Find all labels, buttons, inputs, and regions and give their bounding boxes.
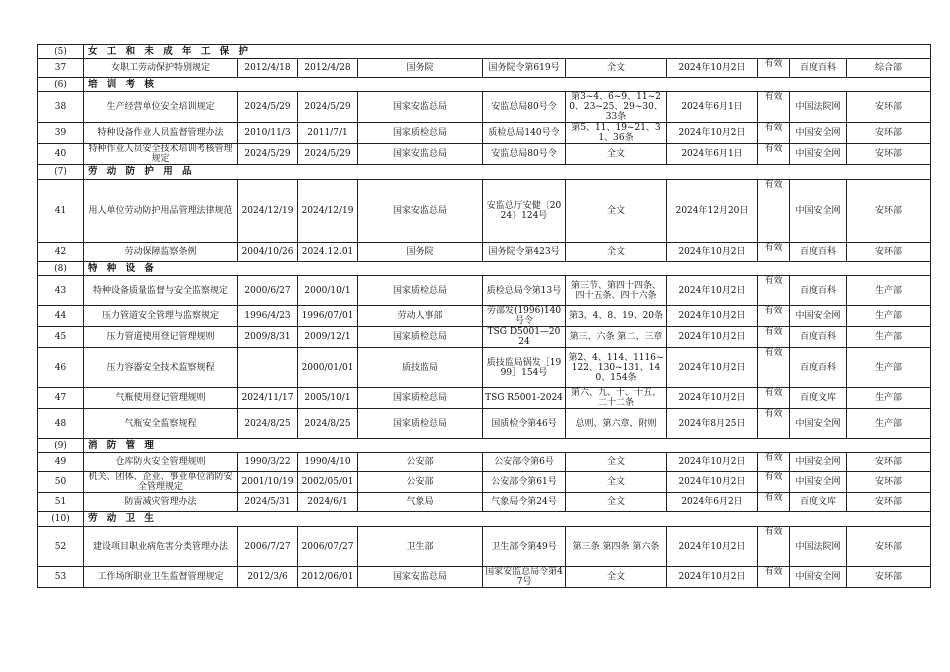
table-row (38, 180, 931, 243)
cell-name: 气瓶安全监察规程 (84, 409, 238, 439)
cell-doc: 国务院令第619号 (483, 59, 566, 78)
table-row (38, 276, 931, 306)
section-number: (10) (38, 512, 84, 527)
cell-doc: 质检总局令第13号 (483, 276, 566, 306)
cell-pub: 2009/8/31 (238, 327, 298, 348)
cell-no: 37 (38, 59, 84, 78)
section-header-row (38, 262, 931, 276)
cell-name: 特种设备质量监督与安全监察规定 (84, 276, 238, 306)
cell-source: 中国安全网 (790, 180, 847, 243)
cell-name: 女职工劳动保护特别规定 (84, 59, 238, 78)
cell-doc: 国质检令第46号 (483, 409, 566, 439)
cell-source: 中国法院网 (790, 92, 847, 123)
cell-no: 39 (38, 123, 84, 144)
cell-clause: 第三节、第四十四条、四十五条、四十六条 (566, 276, 667, 306)
cell-clause: 第六、九、十、十五、二十二条 (566, 388, 667, 409)
cell-eff: 2005/10/1 (298, 388, 358, 409)
cell-clause: 全文 (566, 472, 667, 493)
cell-pub (238, 348, 298, 388)
cell-check: 2024年10月2日 (667, 276, 758, 306)
cell-source: 百度文库 (790, 388, 847, 409)
cell-name: 防雷减灾管理办法 (84, 493, 238, 512)
table-row (38, 527, 931, 567)
cell-check: 2024年10月2日 (667, 388, 758, 409)
cell-owner: 生产部 (847, 327, 931, 348)
cell-check: 2024年6月1日 (667, 144, 758, 165)
cell-clause: 第2、4、114、1116~122、130~131、140、154条 (566, 348, 667, 388)
cell-clause: 全文 (566, 453, 667, 472)
cell-eff: 2012/06/01 (298, 567, 358, 588)
cell-status: 有效 (758, 348, 790, 388)
cell-dept: 卫生部 (358, 527, 483, 567)
cell-clause: 第3~4、6~9、11~20、23~25、29~30、33条 (566, 92, 667, 123)
table-body (38, 45, 931, 588)
cell-status: 有效 (758, 276, 790, 306)
cell-dept: 公安部 (358, 472, 483, 493)
section-number: (8) (38, 262, 84, 276)
cell-name: 仓库防火安全管理规则 (84, 453, 238, 472)
table-row (38, 453, 931, 472)
cell-pub: 2010/11/3 (238, 123, 298, 144)
cell-owner: 综合部 (847, 59, 931, 78)
cell-pub: 2000/6/27 (238, 276, 298, 306)
regulations-sheet (37, 44, 930, 588)
cell-source: 中国安全网 (790, 472, 847, 493)
cell-owner: 生产部 (847, 306, 931, 327)
cell-status: 有效 (758, 306, 790, 327)
cell-eff: 2024/8/25 (298, 409, 358, 439)
cell-clause: 全文 (566, 180, 667, 243)
cell-clause: 全文 (566, 59, 667, 78)
cell-name: 劳动保障监察条例 (84, 243, 238, 262)
regulations-table (37, 44, 931, 588)
table-row (38, 493, 931, 512)
table-row (38, 59, 931, 78)
cell-name: 气瓶使用登记管理规则 (84, 388, 238, 409)
cell-check: 2024年10月2日 (667, 123, 758, 144)
table-row (38, 388, 931, 409)
cell-doc: 安监总厅安健〔2024〕124号 (483, 180, 566, 243)
cell-pub: 2012/4/18 (238, 59, 298, 78)
cell-pub: 2006/7/27 (238, 527, 298, 567)
section-header-row (38, 45, 931, 59)
cell-dept: 气象局 (358, 493, 483, 512)
cell-doc: 公安部令第61号 (483, 472, 566, 493)
cell-check: 2024年10月2日 (667, 472, 758, 493)
cell-doc: 国家安监总局令第47号 (483, 567, 566, 588)
cell-eff: 2024/12/19 (298, 180, 358, 243)
cell-source: 中国安全网 (790, 306, 847, 327)
cell-doc: 质技监局锅发［1999］154号 (483, 348, 566, 388)
cell-no: 40 (38, 144, 84, 165)
cell-dept: 国家质检总局 (358, 388, 483, 409)
section-header-row (38, 165, 931, 180)
cell-pub: 2004/10/26 (238, 243, 298, 262)
cell-dept: 国家质检总局 (358, 276, 483, 306)
cell-name: 压力管道安全管理与监察规定 (84, 306, 238, 327)
cell-owner: 安环部 (847, 123, 931, 144)
cell-status: 有效 (758, 409, 790, 439)
section-header-row (38, 439, 931, 453)
cell-check: 2024年6月2日 (667, 493, 758, 512)
cell-source: 百度百科 (790, 327, 847, 348)
cell-check: 2024年6月1日 (667, 92, 758, 123)
cell-no: 45 (38, 327, 84, 348)
cell-dept: 国家质检总局 (358, 123, 483, 144)
cell-owner: 生产部 (847, 409, 931, 439)
cell-check: 2024年8月25日 (667, 409, 758, 439)
cell-owner: 安环部 (847, 243, 931, 262)
cell-source: 百度百科 (790, 243, 847, 262)
cell-name: 机关、团体、企业、事业单位消防安全管理规定 (84, 472, 238, 493)
cell-check: 2024年10月2日 (667, 348, 758, 388)
cell-doc: TSG D5001—2024 (483, 327, 566, 348)
cell-eff: 2009/12/1 (298, 327, 358, 348)
cell-owner: 安环部 (847, 527, 931, 567)
cell-name: 特种设备作业人员监督管理办法 (84, 123, 238, 144)
cell-eff: 2024/5/29 (298, 92, 358, 123)
cell-eff: 2000/10/1 (298, 276, 358, 306)
cell-eff: 2002/05/01 (298, 472, 358, 493)
cell-source: 百度百科 (790, 348, 847, 388)
table-row (38, 144, 931, 165)
cell-no: 43 (38, 276, 84, 306)
cell-check: 2024年10月2日 (667, 327, 758, 348)
cell-dept: 国务院 (358, 243, 483, 262)
cell-clause: 第三条 第四条 第六条 (566, 527, 667, 567)
cell-owner: 安环部 (847, 493, 931, 512)
cell-owner: 生产部 (847, 276, 931, 306)
cell-check: 2024年10月2日 (667, 243, 758, 262)
cell-dept: 国家安监总局 (358, 92, 483, 123)
section-title: 消 防 管 理 (84, 439, 931, 453)
cell-owner: 安环部 (847, 92, 931, 123)
table-row (38, 348, 931, 388)
cell-source: 百度百科 (790, 276, 847, 306)
cell-owner: 安环部 (847, 567, 931, 588)
cell-eff: 2012/4/28 (298, 59, 358, 78)
cell-name: 用人单位劳动防护用品管理法律规范 (84, 180, 238, 243)
table-row (38, 409, 931, 439)
cell-doc: 卫生部令第49号 (483, 527, 566, 567)
cell-no: 49 (38, 453, 84, 472)
table-row (38, 327, 931, 348)
cell-eff: 1996/07/01 (298, 306, 358, 327)
cell-status: 有效 (758, 180, 790, 243)
cell-doc: 安监总局80号令 (483, 92, 566, 123)
cell-check: 2024年10月2日 (667, 59, 758, 78)
cell-clause: 全文 (566, 567, 667, 588)
cell-clause: 第3、4、8、19、20条 (566, 306, 667, 327)
cell-dept: 质技监局 (358, 348, 483, 388)
cell-doc: TSG R5001-2024 (483, 388, 566, 409)
cell-dept: 公安部 (358, 453, 483, 472)
cell-status: 有效 (758, 388, 790, 409)
section-header-row (38, 78, 931, 92)
cell-eff: 2011/7/1 (298, 123, 358, 144)
cell-name: 工作场所职业卫生监督管理规定 (84, 567, 238, 588)
cell-dept: 国家质检总局 (358, 409, 483, 439)
cell-status: 有效 (758, 92, 790, 123)
cell-owner: 安环部 (847, 144, 931, 165)
cell-doc: 安监总局80号令 (483, 144, 566, 165)
section-title: 劳 动 防 护 用 品 (84, 165, 931, 180)
section-title: 培 训 考 核 (84, 78, 931, 92)
cell-no: 48 (38, 409, 84, 439)
table-row (38, 306, 931, 327)
section-number: (6) (38, 78, 84, 92)
cell-name: 压力容器安全技术监察规程 (84, 348, 238, 388)
cell-clause: 全文 (566, 243, 667, 262)
cell-owner: 生产部 (847, 348, 931, 388)
cell-doc: 气象局令第24号 (483, 493, 566, 512)
cell-dept: 国家安监总局 (358, 567, 483, 588)
cell-eff: 2024.12.01 (298, 243, 358, 262)
cell-check: 2024年10月2日 (667, 453, 758, 472)
cell-status: 有效 (758, 527, 790, 567)
table-row (38, 243, 931, 262)
section-header-row (38, 512, 931, 527)
cell-clause: 全文 (566, 493, 667, 512)
cell-no: 47 (38, 388, 84, 409)
cell-no: 53 (38, 567, 84, 588)
cell-dept: 国务院 (358, 59, 483, 78)
cell-check: 2024年10月2日 (667, 567, 758, 588)
cell-dept: 国家安监总局 (358, 180, 483, 243)
cell-source: 中国安全网 (790, 144, 847, 165)
cell-clause: 总则、第六章、附则 (566, 409, 667, 439)
cell-doc: 质检总局140号令 (483, 123, 566, 144)
cell-source: 中国安全网 (790, 567, 847, 588)
cell-name: 生产经营单位安全培训规定 (84, 92, 238, 123)
cell-doc: 公安部令第6号 (483, 453, 566, 472)
section-number: (9) (38, 439, 84, 453)
cell-no: 44 (38, 306, 84, 327)
cell-status: 有效 (758, 144, 790, 165)
cell-source: 中国法院网 (790, 527, 847, 567)
table-row (38, 123, 931, 144)
cell-pub: 2024/12/19 (238, 180, 298, 243)
cell-pub: 1990/3/22 (238, 453, 298, 472)
cell-status: 有效 (758, 243, 790, 262)
cell-doc: 国务院令第423号 (483, 243, 566, 262)
cell-name: 建设项目职业病危害分类管理办法 (84, 527, 238, 567)
cell-clause: 第5、11、19~21、31、36条 (566, 123, 667, 144)
cell-doc: 劳部发(1996)140号令 (483, 306, 566, 327)
cell-no: 50 (38, 472, 84, 493)
table-row (38, 92, 931, 123)
cell-status: 有效 (758, 327, 790, 348)
cell-pub: 2001/10/19 (238, 472, 298, 493)
cell-pub: 2024/5/29 (238, 92, 298, 123)
cell-eff: 2006/07/27 (298, 527, 358, 567)
cell-status: 有效 (758, 472, 790, 493)
cell-dept: 国家安监总局 (358, 144, 483, 165)
cell-eff: 1990/4/10 (298, 453, 358, 472)
cell-clause: 第三、六条 第二、三章 (566, 327, 667, 348)
cell-check: 2024年10月2日 (667, 306, 758, 327)
cell-no: 51 (38, 493, 84, 512)
cell-source: 百度百科 (790, 59, 847, 78)
cell-no: 52 (38, 527, 84, 567)
cell-check: 2024年10月2日 (667, 527, 758, 567)
cell-pub: 2024/5/31 (238, 493, 298, 512)
section-number: (5) (38, 45, 84, 59)
cell-pub: 2012/3/6 (238, 567, 298, 588)
cell-source: 中国安全网 (790, 123, 847, 144)
cell-dept: 国家质检总局 (358, 327, 483, 348)
cell-status: 有效 (758, 453, 790, 472)
cell-pub: 2024/8/25 (238, 409, 298, 439)
cell-eff: 2000/01/01 (298, 348, 358, 388)
cell-source: 中国安全网 (790, 409, 847, 439)
table-row (38, 472, 931, 493)
cell-source: 百度文库 (790, 493, 847, 512)
section-title: 女 工 和 未 成 年 工 保 护 (84, 45, 931, 59)
cell-status: 有效 (758, 123, 790, 144)
cell-status: 有效 (758, 567, 790, 588)
cell-dept: 劳动人事部 (358, 306, 483, 327)
section-title: 劳 动 卫 生 (84, 512, 931, 527)
cell-clause: 全文 (566, 144, 667, 165)
cell-owner: 安环部 (847, 453, 931, 472)
cell-owner: 安环部 (847, 180, 931, 243)
cell-check: 2024年12月20日 (667, 180, 758, 243)
cell-no: 42 (38, 243, 84, 262)
cell-pub: 2024/11/17 (238, 388, 298, 409)
cell-name: 特种作业人员安全技术培训考核管理规定 (84, 144, 238, 165)
cell-no: 41 (38, 180, 84, 243)
table-row (38, 567, 931, 588)
section-number: (7) (38, 165, 84, 180)
cell-pub: 1996/4/23 (238, 306, 298, 327)
cell-no: 46 (38, 348, 84, 388)
cell-name: 压力管道使用登记管理规则 (84, 327, 238, 348)
cell-status: 有效 (758, 493, 790, 512)
cell-eff: 2024/6/1 (298, 493, 358, 512)
cell-status: 有效 (758, 59, 790, 78)
cell-owner: 安环部 (847, 472, 931, 493)
cell-no: 38 (38, 92, 84, 123)
cell-pub: 2024/5/29 (238, 144, 298, 165)
cell-owner: 生产部 (847, 388, 931, 409)
cell-eff: 2024/5/29 (298, 144, 358, 165)
cell-source: 中国安全网 (790, 453, 847, 472)
section-title: 特 种 设 备 (84, 262, 931, 276)
